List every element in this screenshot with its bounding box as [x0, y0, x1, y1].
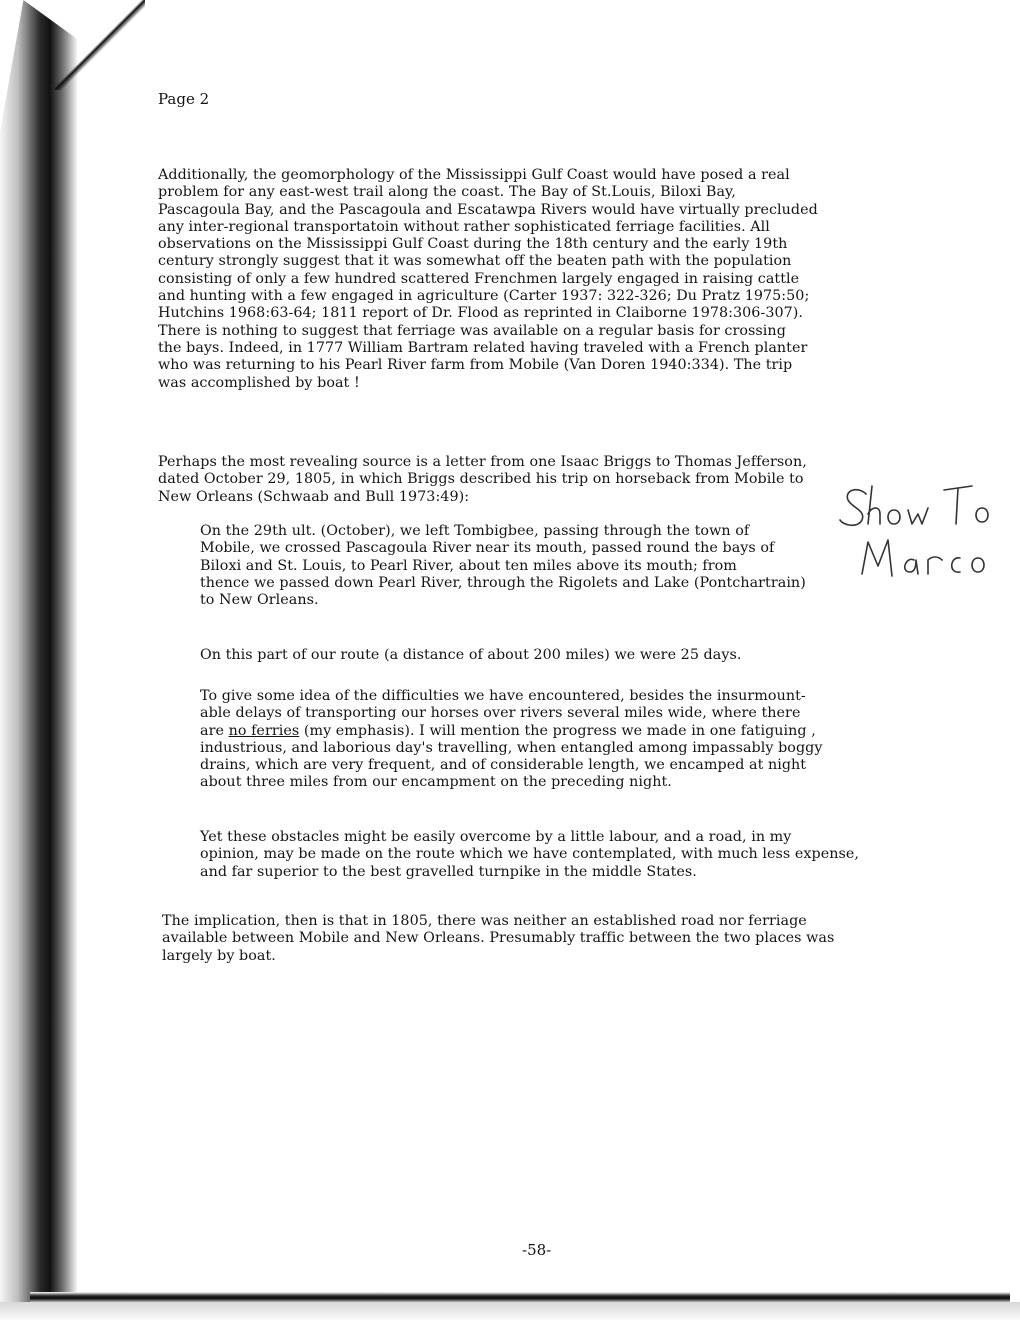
quote-difficulties-end: (my emphasis). I will mention the progress we made in one fatiguing , industrious, and laborious day's travelling, when entangled among impassably boggy drains, which are very frequent, and of considerable length, we encamped at night about three miles from our encampment on the preceding night. — [200, 722, 823, 791]
emphasis-no-ferries: no ferries — [228, 722, 300, 739]
handwritten-note-show-to-marco — [832, 480, 1002, 590]
scan-bottom-shadow — [0, 1302, 1020, 1320]
scan-edge-shadow — [0, 0, 78, 1320]
quote-route-description: On the 29th ult. (October), we left Tombigbee, passing through the town of Mobile, we crossed Pascagoula River near its mouth, passed round the bays of Biloxi and St. Louis, to Pearl River, about ten miles above its mouth; from thence we passed down Pearl River, through the Rigolets and Lake (Pontchartrain) to New Orleans. — [200, 523, 806, 609]
paragraph-geomorphology: Additionally, the geomorphology of the Mississippi Gulf Coast would have posed a real problem for any east-west trail along the coast. The Bay of St.Louis, Biloxi Bay, Pascagoula Bay, and the Pascagoula and Escatawpa Rivers would have virtually precluded any inter-regional transportatoin without rather sophisticated ferriage facilities. All observations on the Mississippi Gulf Coast during the 18th century and the early 19th century strongly suggest that it was somewhat off the beaten path with the population consisting of only a few hundred scattered Frenchmen largely engaged in raising cattle and hunting with a few engaged in agriculture (Carter 1937: 322-326; Du Pratz 1975:50; Hutchins 1968:63-64; 1811 report of Dr. Flood as reprinted in Claiborne 1978:306-307). There is nothing to suggest that ferriage was available on a regular basis for crossing the bays. Indeed, in 1777 William Bartram related having traveled with a French planter who was returning to his Pearl River farm from Mobile (Van Doren 1940:334). The trip was accomplished by boat ! — [158, 167, 818, 391]
scan-bottom-edge — [30, 1292, 1010, 1302]
quote-difficulties — [200, 688, 920, 792]
paragraph-implication: The implication, then is that in 1805, there was neither an established road nor ferriage available between Mobile and New Orleans. Presumably traffic between the two places was largely by boat. — [162, 913, 835, 964]
quote-obstacles: Yet these obstacles might be easily overcome by a little labour, and a road, in my opinion, may be made on the route which we have contemplated, with much less expense, and far superior to the best gravelled turnpike in the middle States. — [200, 829, 859, 880]
quote-difficulties-start: To give some idea of the difficulties we have encountered, besides the insurmount- able delays of transporting our horses over rivers several miles wide, where there are — [200, 688, 806, 739]
page-number: -58- — [522, 1241, 552, 1259]
quote-route-duration: On this part of our route (a distance of about 200 miles) we were 25 days. — [200, 647, 742, 663]
paragraph-briggs-letter-intro: Perhaps the most revealing source is a letter from one Isaac Briggs to Thomas Jefferson, dated October 29, 1805, in which Briggs described his trip on horseback from Mobile to New Orleans (Schwaab and Bull 1973:49): — [158, 454, 807, 505]
scan-corner-mark — [55, 0, 145, 90]
page-label: Page 2 — [158, 90, 210, 108]
